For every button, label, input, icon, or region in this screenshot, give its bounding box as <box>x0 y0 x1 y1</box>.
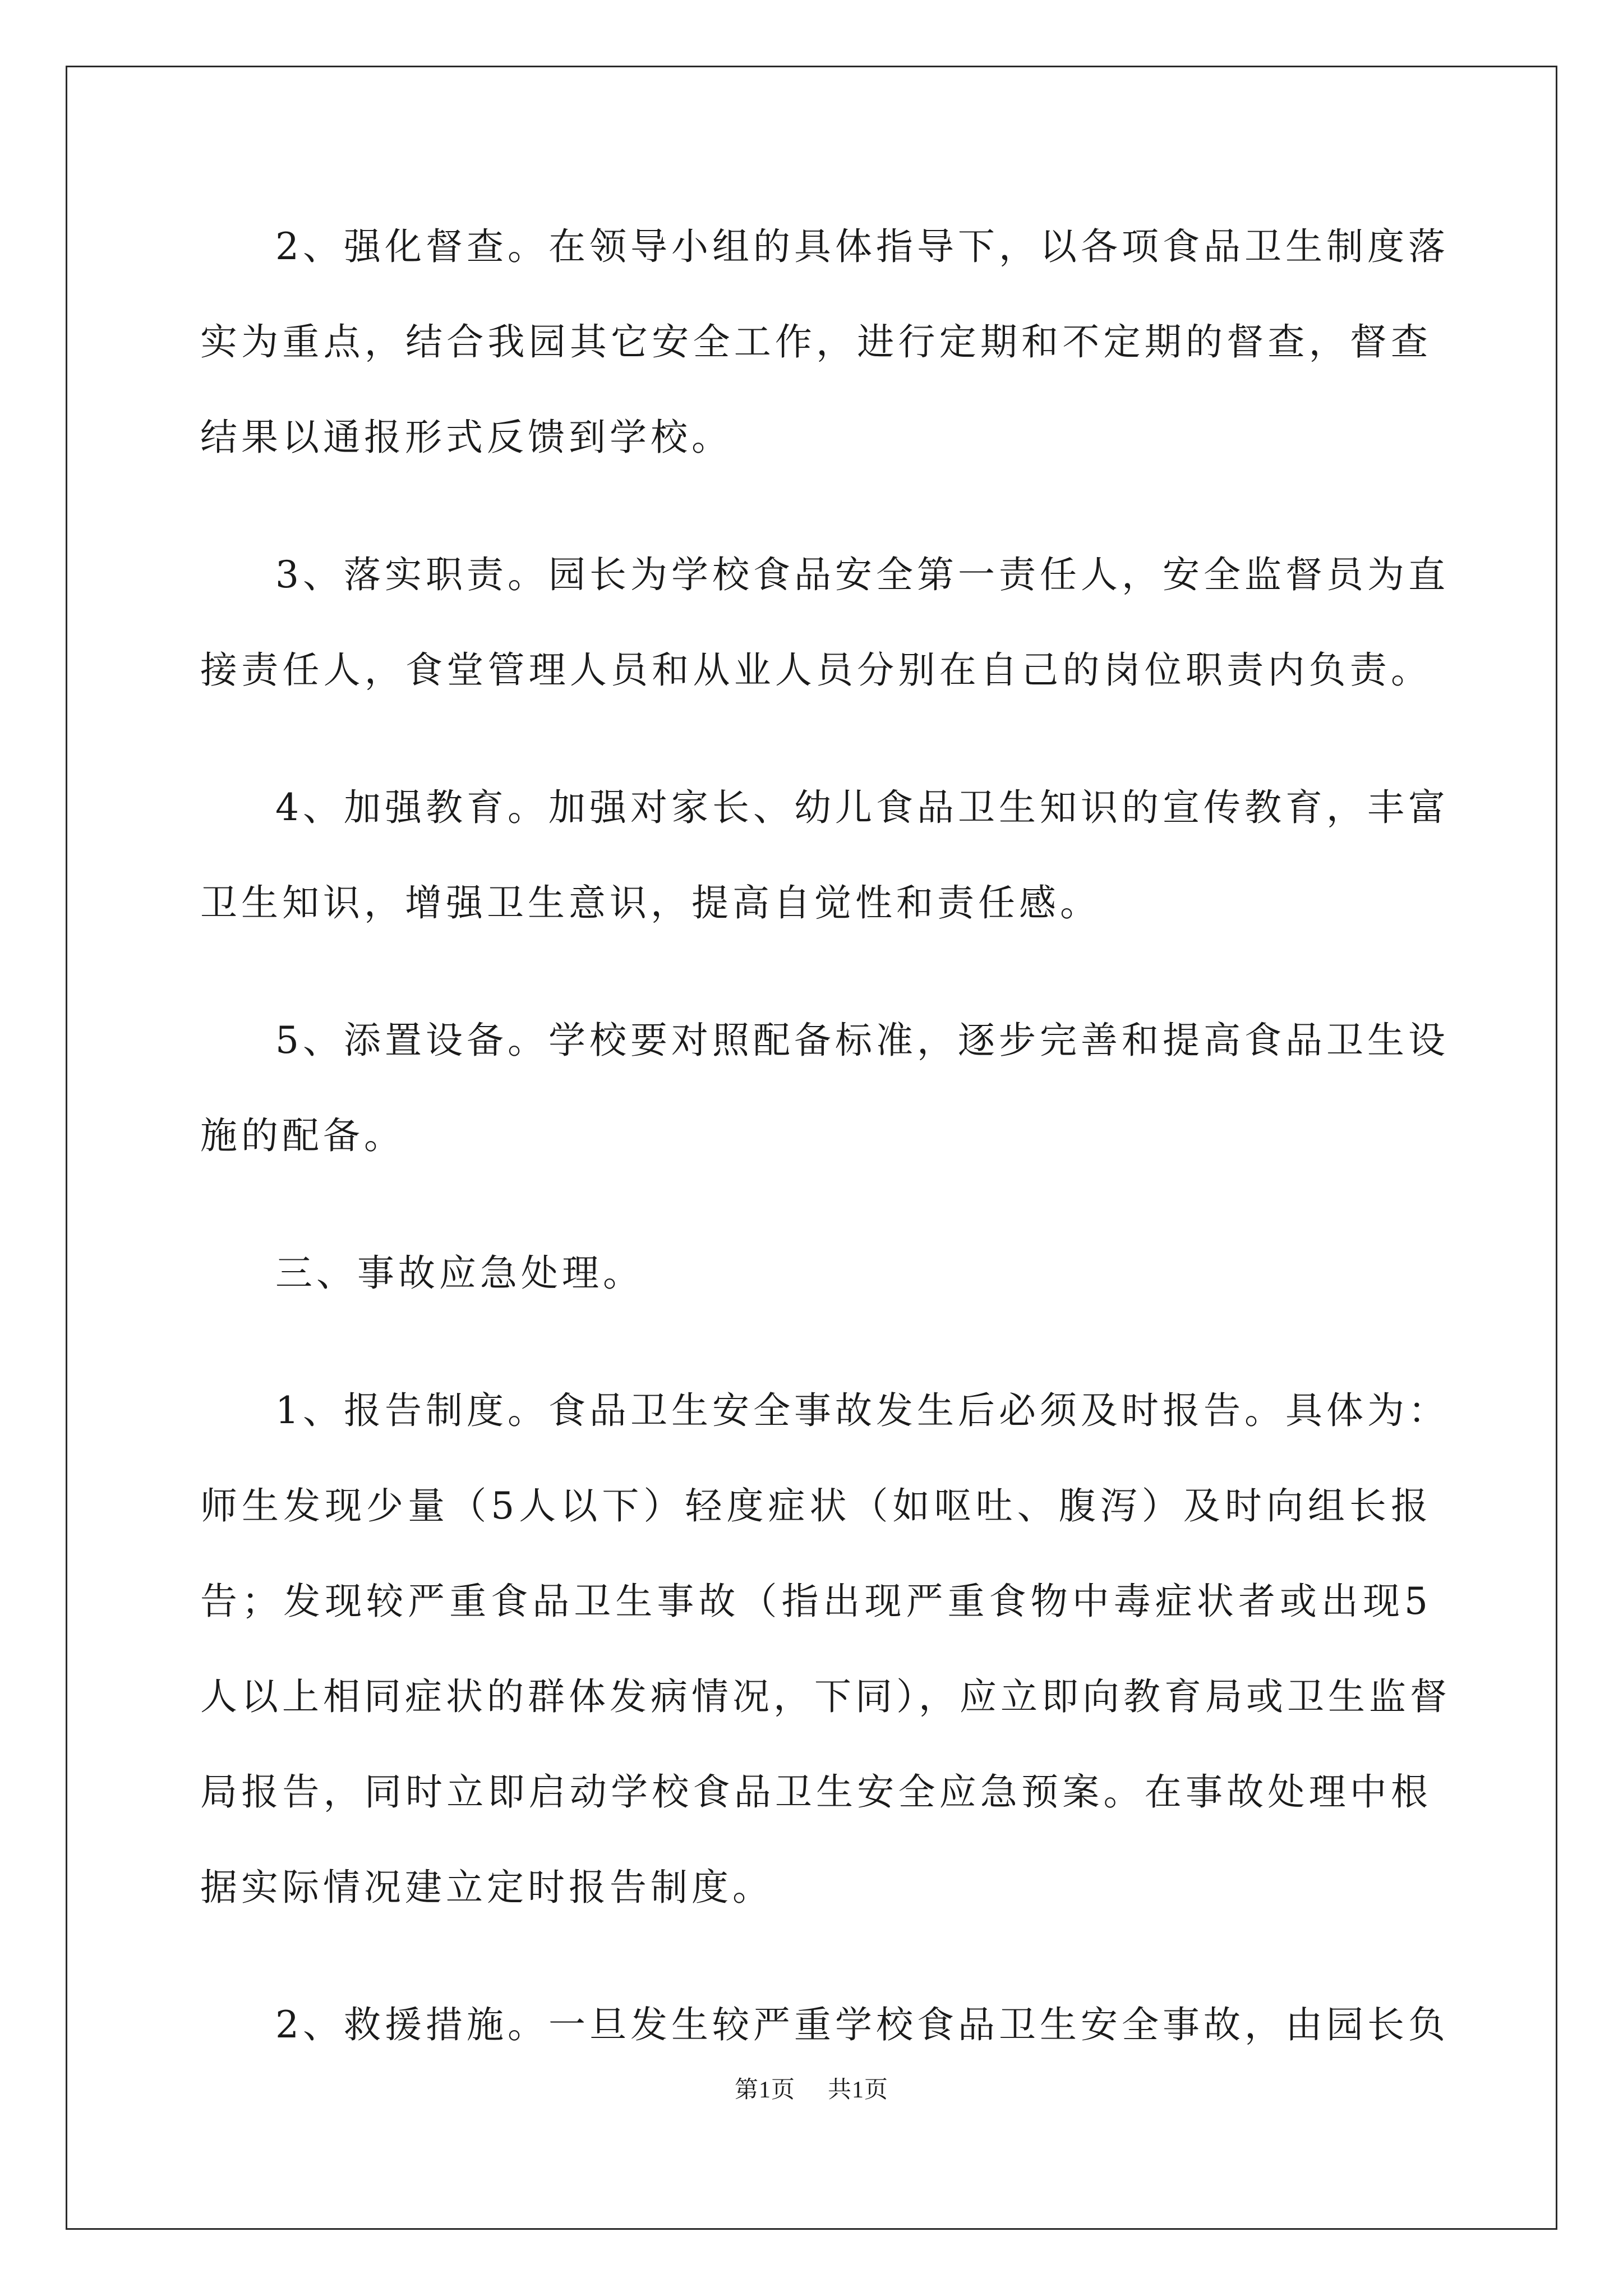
paragraph-3-line-1: 4、加强教育。加强对家长、幼儿食品卫生知识的宣传教育，丰富 <box>275 786 1449 829</box>
paragraph-1-line-3: 结果以通报形式反馈到学校。 <box>200 416 732 459</box>
page-number-total: 共1页 <box>828 2077 889 2103</box>
paragraph-3-line-2: 卫生知识，增强卫生意识，提高自觉性和责任感。 <box>200 881 1101 924</box>
paragraph-1-line-2: 实为重点，结合我园其它安全工作，进行定期和不定期的督查，督查 <box>200 320 1432 364</box>
paragraph-4-line-2: 施的配备。 <box>200 1114 405 1157</box>
paragraph-5-line-1: 1、报告制度。食品卫生安全事故发生后必须及时报告。具体为： <box>275 1389 1449 1432</box>
page-number-current: 第1页 <box>734 2077 795 2103</box>
paragraph-5-line-6: 据实际情况建立定时报告制度。 <box>200 1866 773 1909</box>
paragraph-2-line-1: 3、落实职责。园长为学校食品安全第一责任人，安全监督员为直 <box>275 553 1449 596</box>
paragraph-5-line-5: 局报告，同时立即启动学校食品卫生安全应急预案。在事故处理中根 <box>200 1770 1432 1814</box>
section-heading: 三、事故应急处理。 <box>275 1251 644 1295</box>
paragraph-6-line-1: 2、救援措施。一旦发生较严重学校食品卫生安全事故，由园长负 <box>275 2003 1449 2046</box>
paragraph-5-line-3: 告；发现较严重食品卫生事故（指出现严重食物中毒症状者或出现5 <box>200 1580 1432 1623</box>
paragraph-2-line-2: 接责任人，食堂管理人员和从业人员分别在自己的岗位职责内负责。 <box>200 648 1432 692</box>
paragraph-4-line-1: 5、添置设备。学校要对照配备标准，逐步完善和提高食品卫生设 <box>275 1019 1449 1062</box>
paragraph-1-line-1: 2、强化督查。在领导小组的具体指导下，以各项食品卫生制度落 <box>275 225 1449 268</box>
paragraph-5-line-2: 师生发现少量（5人以下）轻度症状（如呕吐、腹泻）及时向组长报 <box>200 1484 1432 1527</box>
page-footer <box>0 2071 1623 2105</box>
paragraph-5-line-4: 人以上相同症状的群体发病情况，下同），应立即向教育局或卫生监督 <box>200 1675 1451 1718</box>
